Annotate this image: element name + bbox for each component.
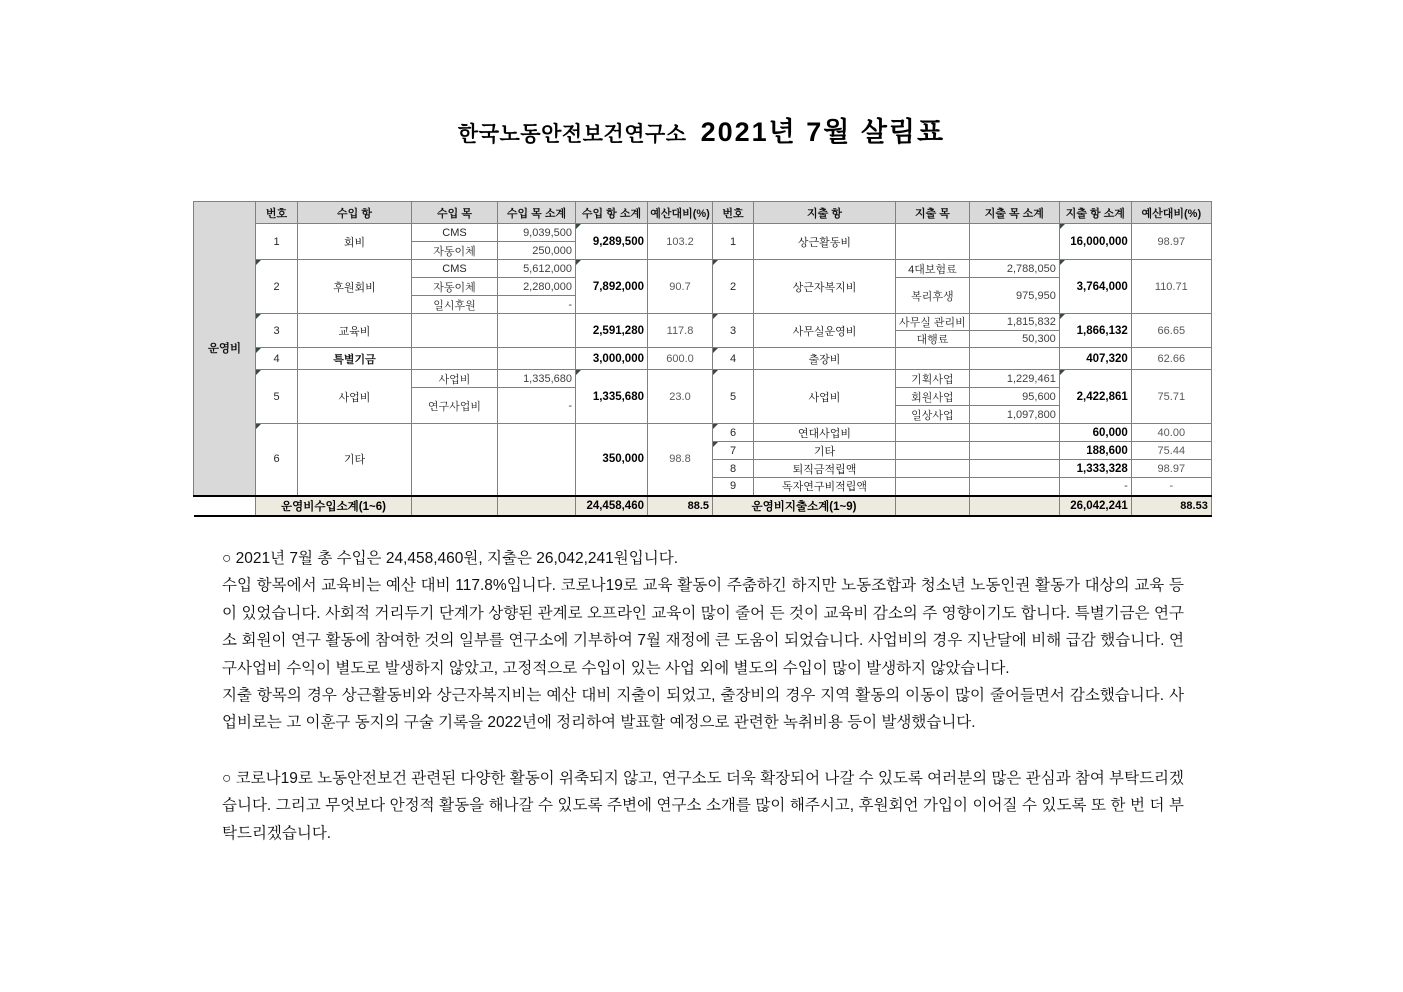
income-category-cell: 자동이체: [412, 242, 498, 260]
income-item-subtotal-cell: 1,335,680: [576, 370, 648, 424]
body-paragraph-expense: 지출 항목의 경우 상근활동비와 상근자복지비는 예산 대비 지출이 되었고, 출장비의 경우 지역 활동의 이동이 많이 줄어들면서 감소했습니다. 사업비로는 고 이훈구 동지의 구술 기록을 2022년에 정리하여 발표할 예정으로 관련한 녹취비용 등이 발생했습니다.: [222, 687, 1184, 732]
income-total-pct-cell: 88.5: [648, 496, 713, 516]
expense-item-subtotal-cell: 1,866,132: [1059, 314, 1131, 348]
table-row: [194, 348, 1212, 370]
income-no-cell: 4: [256, 348, 298, 370]
income-item-subtotal-cell: 350,000: [576, 424, 648, 496]
income-category-cell: 일시후원: [412, 296, 498, 314]
income-category-subtotal-cell: 250,000: [498, 242, 576, 260]
income-category-cell: CMS: [412, 224, 498, 242]
income-category-subtotal-cell-empty: [498, 348, 576, 370]
expense-item-cell: 상근자복지비: [754, 260, 896, 314]
income-header-category: 수입 목: [412, 202, 498, 224]
expense-total-subtotal-cell: 26,042,241: [1059, 496, 1131, 516]
income-category-cell: CMS: [412, 260, 498, 278]
table-row: [194, 260, 1212, 278]
expense-category-cell-empty: [896, 224, 970, 260]
expense-category-cell: 회원사업: [896, 388, 970, 406]
income-budget-pct-cell: 98.8: [648, 424, 713, 496]
expense-category-subtotal-cell-empty: [969, 424, 1059, 442]
expense-header-item: 지출 항: [754, 202, 896, 224]
income-item-cell: 사업비: [298, 370, 412, 424]
expense-total-empty-cell: [896, 496, 970, 516]
income-category-subtotal-cell: 9,039,500: [498, 224, 576, 242]
expense-header-category-subtotal: 지출 목 소계: [969, 202, 1059, 224]
expense-category-subtotal-cell-empty: [969, 348, 1059, 370]
income-budget-pct-cell: 117.8: [648, 314, 713, 348]
expense-item-subtotal-cell: 407,320: [1059, 348, 1131, 370]
income-item-cell: 회비: [298, 224, 412, 260]
income-budget-pct-cell: 90.7: [648, 260, 713, 314]
expense-category-subtotal-cell: 2,788,050: [969, 260, 1059, 278]
expense-category-cell-empty: [896, 478, 970, 496]
expense-item-subtotal-cell: 1,333,328: [1059, 460, 1131, 478]
income-item-cell: 후원회비: [298, 260, 412, 314]
org-name: 한국노동안전보건연구소: [457, 123, 687, 146]
expense-no-cell: 4: [713, 348, 754, 370]
expense-category-cell-empty: [896, 442, 970, 460]
expense-header-item-subtotal: 지출 항 소계: [1059, 202, 1131, 224]
expense-category-cell-empty: [896, 460, 970, 478]
table-row: [194, 224, 1212, 242]
table-row: [194, 424, 1212, 442]
table-total-row: [194, 496, 1212, 516]
expense-item-cell: 퇴직금적립액: [754, 460, 896, 478]
income-category-subtotal-cell: 2,280,000: [498, 278, 576, 296]
income-no-cell: 2: [256, 260, 298, 314]
income-total-empty-cell: [412, 496, 498, 516]
expense-item-cell: 출장비: [754, 348, 896, 370]
income-category-cell-empty: [412, 314, 498, 348]
expense-no-cell: 3: [713, 314, 754, 348]
expense-item-subtotal-cell: 60,000: [1059, 424, 1131, 442]
table-row: [194, 314, 1212, 331]
expense-item-cell: 독자연구비적립액: [754, 478, 896, 496]
income-item-subtotal-cell: 7,892,000: [576, 260, 648, 314]
expense-category-subtotal-cell: 1,229,461: [969, 370, 1059, 388]
income-total-label-cell: 운영비수입소계(1~6): [256, 496, 412, 516]
expense-no-cell: 2: [713, 260, 754, 314]
income-category-subtotal-cell-empty: [498, 424, 576, 496]
expense-budget-pct-cell: 75.44: [1131, 442, 1211, 460]
expense-no-cell: 5: [713, 370, 754, 424]
income-item-cell: 기타: [298, 424, 412, 496]
expense-category-subtotal-cell: 1,097,800: [969, 406, 1059, 424]
expense-category-cell: 기획사업: [896, 370, 970, 388]
expense-category-cell-empty: [896, 424, 970, 442]
expense-category-cell: 대행료: [896, 331, 970, 348]
group-total-spacer-cell: [194, 496, 256, 516]
finance-table: [193, 201, 1212, 517]
expense-category-subtotal-cell-empty: [969, 442, 1059, 460]
expense-category-subtotal-cell: 975,950: [969, 278, 1059, 314]
income-category-cell-empty: [412, 348, 498, 370]
expense-budget-pct-cell: 62.66: [1131, 348, 1211, 370]
expense-item-cell: 연대사업비: [754, 424, 896, 442]
income-category-subtotal-cell: -: [498, 296, 576, 314]
expense-item-subtotal-cell: 3,764,000: [1059, 260, 1131, 314]
income-header-item-subtotal: 수입 항 소계: [576, 202, 648, 224]
income-header-item: 수입 항: [298, 202, 412, 224]
expense-item-cell: 상근활동비: [754, 224, 896, 260]
body-text: [222, 545, 1184, 847]
income-header-no: 번호: [256, 202, 298, 224]
expense-header-no: 번호: [713, 202, 754, 224]
income-budget-pct-cell: 600.0: [648, 348, 713, 370]
group-label-cell: 운영비: [194, 202, 256, 496]
income-item-cell: 교육비: [298, 314, 412, 348]
expense-item-cell: 사업비: [754, 370, 896, 424]
table-row: [194, 370, 1212, 388]
income-category-cell-empty: [412, 424, 498, 496]
income-budget-pct-cell: 103.2: [648, 224, 713, 260]
income-no-cell: 5: [256, 370, 298, 424]
income-item-cell: 특별기금: [298, 348, 412, 370]
income-no-cell: 3: [256, 314, 298, 348]
income-header-budget-pct: 예산대비(%): [648, 202, 713, 224]
table-header-row: [194, 202, 1212, 224]
expense-category-subtotal-cell-empty: [969, 460, 1059, 478]
income-no-cell: 6: [256, 424, 298, 496]
income-category-subtotal-cell-empty: [498, 314, 576, 348]
expense-item-cell: 사무실운영비: [754, 314, 896, 348]
expense-category-subtotal-cell: 95,600: [969, 388, 1059, 406]
expense-budget-pct-cell: 98.97: [1131, 224, 1211, 260]
income-total-empty-cell: [498, 496, 576, 516]
income-category-subtotal-cell: 1,335,680: [498, 370, 576, 388]
expense-category-cell: 4대보험료: [896, 260, 970, 278]
expense-total-empty-cell: [969, 496, 1059, 516]
body-paragraph-closing: ○ 코로나19로 노동안전보건 관련된 다양한 활동이 위축되지 않고, 연구소도 더욱 확장되어 나갈 수 있도록 여러분의 많은 관심과 참여 부탁드리겠습니다. 그리고 무엇보다 안정적 활동을 해나갈 수 있도록 주변에 연구소 소개를 많이 해주시고, 후원회언 가입이 이어질 수 있도록 또 한 번 더 부탁드리겠습니다.: [222, 769, 1184, 842]
expense-header-budget-pct: 예산대비(%): [1131, 202, 1211, 224]
body-paragraph-summary: ○ 2021년 7월 총 수입은 24,458,460원, 지출은 26,042,241원입니다.: [222, 550, 678, 567]
report-period: 2021년 7월 살림표: [700, 117, 946, 147]
expense-item-subtotal-cell: 16,000,000: [1059, 224, 1131, 260]
expense-category-subtotal-cell-empty: [969, 478, 1059, 496]
income-category-cell: 연구사업비: [412, 388, 498, 424]
income-total-subtotal-cell: 24,458,460: [576, 496, 648, 516]
expense-category-cell-empty: [896, 348, 970, 370]
expense-no-cell: 6: [713, 424, 754, 442]
income-header-category-subtotal: 수입 목 소계: [498, 202, 576, 224]
expense-budget-pct-cell: -: [1131, 478, 1211, 496]
expense-category-subtotal-cell: 1,815,832: [969, 314, 1059, 331]
expense-no-cell: 7: [713, 442, 754, 460]
expense-item-subtotal-cell: -: [1059, 478, 1131, 496]
expense-category-subtotal-cell: 50,300: [969, 331, 1059, 348]
body-paragraph-income: 수입 항목에서 교육비는 예산 대비 117.8%입니다. 코로나19로 교육 활동이 주춤하긴 하지만 노동조합과 청소년 노동인권 활동가 대상의 교육 등이 있었습니다. 사회적 거리두기 단계가 상향된 관계로 오프라인 교육이 많이 줄어 든 것이 교육비 감소의 주 영향이기도 합니다. 특별기금은 연구소 회원이 연구 활동에 참여한 것의 일부를 연구소에 기부하여 7월 재정에 큰 도움이 되었습니다. 사업비의 경우 지난달에 비해 급감 했습니다. 연구사업비 수익이 별도로 발생하지 않았고, 고정적으로 수입이 있는 사업 외에 별도의 수입이 많이 발생하지 않았습니다.: [222, 577, 1184, 677]
expense-item-subtotal-cell: 2,422,861: [1059, 370, 1131, 424]
expense-item-cell: 기타: [754, 442, 896, 460]
expense-total-label-cell: 운영비지출소계(1~9): [713, 496, 896, 516]
expense-category-cell: 일상사업: [896, 406, 970, 424]
income-category-subtotal-cell: 5,612,000: [498, 260, 576, 278]
expense-budget-pct-cell: 110.71: [1131, 260, 1211, 314]
income-item-subtotal-cell: 9,289,500: [576, 224, 648, 260]
expense-header-category: 지출 목: [896, 202, 970, 224]
expense-total-pct-cell: 88.53: [1131, 496, 1211, 516]
expense-item-subtotal-cell: 188,600: [1059, 442, 1131, 460]
income-item-subtotal-cell: 3,000,000: [576, 348, 648, 370]
expense-no-cell: 1: [713, 224, 754, 260]
expense-budget-pct-cell: 98.97: [1131, 460, 1211, 478]
expense-budget-pct-cell: 75.71: [1131, 370, 1211, 424]
expense-budget-pct-cell: 66.65: [1131, 314, 1211, 348]
document-title: [0, 110, 1403, 149]
income-no-cell: 1: [256, 224, 298, 260]
expense-no-cell: 8: [713, 460, 754, 478]
expense-category-cell: 사무실 관리비: [896, 314, 970, 331]
expense-no-cell: 9: [713, 478, 754, 496]
income-item-subtotal-cell: 2,591,280: [576, 314, 648, 348]
income-category-cell: 자동이체: [412, 278, 498, 296]
income-category-subtotal-cell: -: [498, 388, 576, 424]
income-category-cell: 사업비: [412, 370, 498, 388]
income-budget-pct-cell: 23.0: [648, 370, 713, 424]
expense-category-cell: 복리후생: [896, 278, 970, 314]
expense-category-subtotal-cell-empty: [969, 224, 1059, 260]
expense-budget-pct-cell: 40.00: [1131, 424, 1211, 442]
